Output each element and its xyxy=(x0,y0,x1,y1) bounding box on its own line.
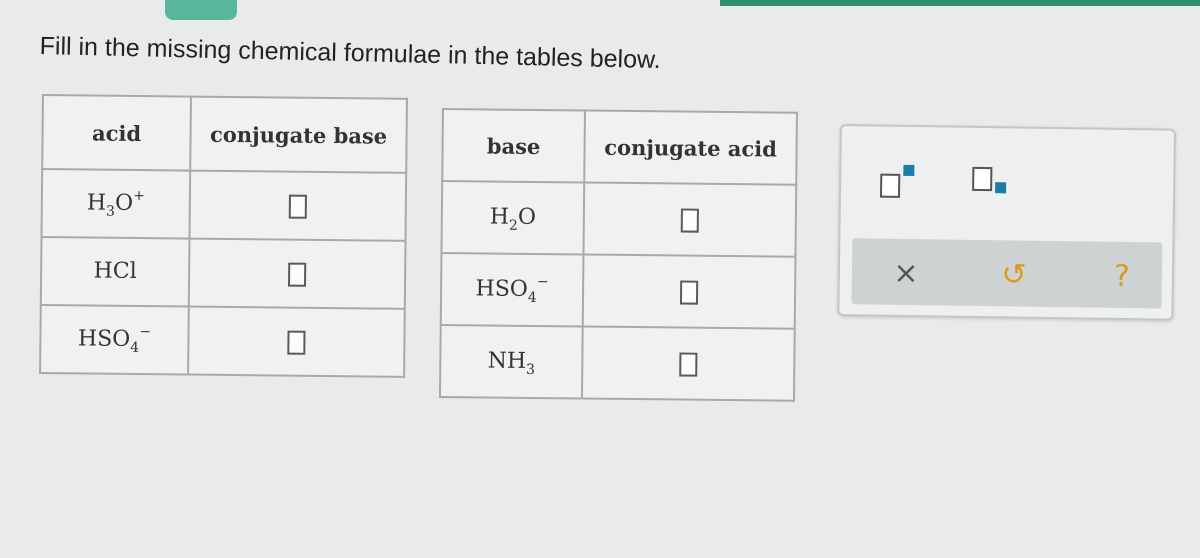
subscript-template-button[interactable] xyxy=(969,162,1020,208)
top-tab xyxy=(165,0,237,20)
clear-button[interactable] xyxy=(886,253,927,294)
superscript-template-icon xyxy=(877,161,928,202)
conjugate-acid-cell xyxy=(583,254,796,328)
help-button[interactable] xyxy=(1102,256,1143,297)
conjugate-acid-cell xyxy=(583,182,796,256)
answer-input[interactable] xyxy=(287,330,305,354)
table-row xyxy=(441,253,796,329)
table-row xyxy=(440,325,795,401)
acid-conjugate-base-table xyxy=(39,94,408,378)
undo-icon: ↺ xyxy=(1001,256,1027,293)
table-row xyxy=(40,305,405,377)
conjugate-acid-header: conjugate acid xyxy=(584,110,797,184)
superscript-template-button[interactable] xyxy=(877,161,928,207)
conjugate-base-cell xyxy=(188,307,405,377)
undo-button[interactable] xyxy=(994,254,1035,295)
instructions-text: Fill in the missing chemical formulae in the tables below. xyxy=(39,32,661,75)
action-toolbar xyxy=(851,238,1162,308)
acid-cell: $HSO_4^-$ xyxy=(40,305,189,375)
answer-input[interactable] xyxy=(681,208,699,232)
close-icon: × xyxy=(893,255,919,291)
base-cell: $HSO_4^-$ xyxy=(441,253,584,326)
answer-input[interactable] xyxy=(289,194,307,218)
acid-header: acid xyxy=(42,95,191,171)
table-row xyxy=(441,181,796,257)
acid-cell: HCl xyxy=(41,237,190,307)
answer-input[interactable] xyxy=(680,280,698,304)
subscript-template-icon xyxy=(969,162,1020,203)
help-icon: ? xyxy=(1113,258,1131,294)
top-accent-bar xyxy=(720,0,1200,6)
base-header: base xyxy=(442,109,585,182)
conjugate-base-cell xyxy=(189,239,406,309)
base-conjugate-acid-table xyxy=(439,108,798,402)
table-header-row xyxy=(42,95,407,173)
table-row xyxy=(42,169,407,241)
table-row xyxy=(41,237,406,309)
formula-toolbox xyxy=(837,124,1176,321)
acid-cell: $H_3O^+$ xyxy=(42,169,191,239)
base-cell: $NH_3$ xyxy=(440,325,583,398)
conjugate-base-cell xyxy=(189,171,406,241)
conjugate-base-header: conjugate base xyxy=(190,97,407,173)
answer-input[interactable] xyxy=(288,262,306,286)
table-header-row xyxy=(442,109,797,185)
answer-input[interactable] xyxy=(679,352,697,376)
base-cell: $H_2O$ xyxy=(441,181,584,254)
conjugate-acid-cell xyxy=(582,326,795,400)
